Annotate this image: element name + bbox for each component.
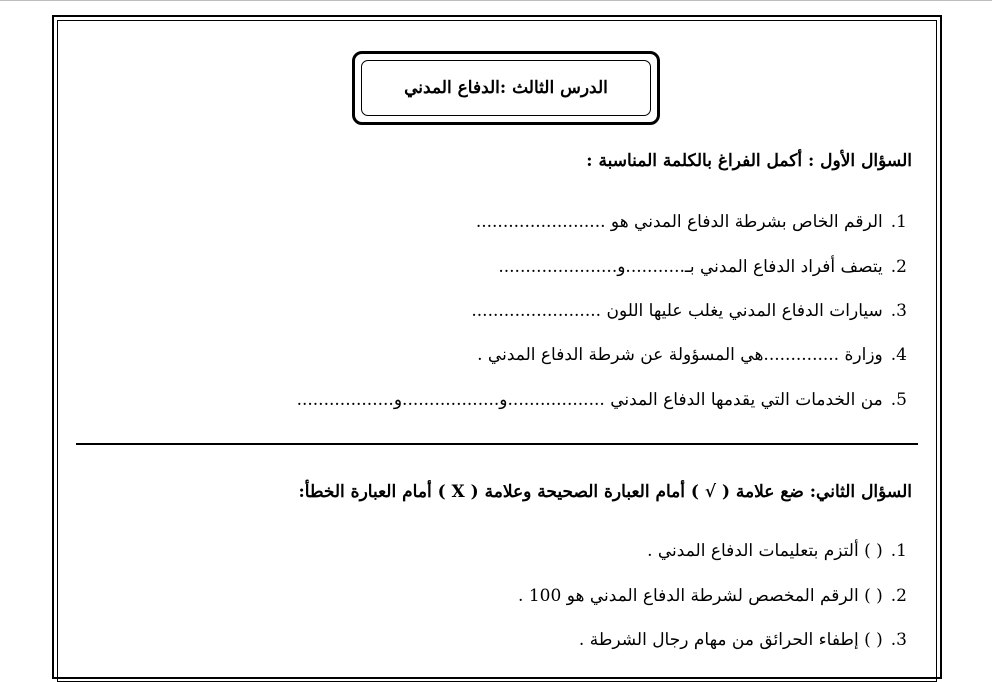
q1-item-4-number: 4. (890, 345, 907, 365)
q2-item-2 (518, 586, 907, 606)
q1-item-5-text: من الخدمات التي يقدمها الدفاع المدني ..................و..................و.................. (296, 390, 883, 410)
q1-item-4-text: وزارة ..............هي المسؤولة عن شرطة الدفاع المدني . (477, 345, 883, 365)
q2-item-2-number: 2. (890, 586, 907, 606)
q2-item-3 (579, 630, 907, 650)
question-1-heading: السؤال الأول : أكمل الفراغ بالكلمة المناسبة : (586, 151, 912, 171)
q2-item-3-number: 3. (890, 630, 907, 650)
q1-item-3-text: سيارات الدفاع المدني يغلب عليها اللون ........................ (471, 301, 883, 321)
q2-item-2-text: ( ) الرقم المخصص لشرطة الدفاع المدني هو 100 . (518, 586, 883, 606)
q1-item-4 (477, 345, 907, 365)
q1-item-2 (498, 257, 907, 277)
q1-item-2-number: 2. (890, 257, 907, 277)
lesson-title: الدرس الثالث :الدفاع المدني (361, 60, 651, 116)
q1-item-2-text: يتصف أفراد الدفاع المدني بـ...........و...................... (498, 257, 883, 277)
q2-item-3-text: ( ) إطفاء الحرائق من مهام رجال الشرطة . (578, 630, 883, 650)
q2-item-1-number: 1. (890, 541, 907, 561)
lesson-title-box (352, 51, 660, 125)
q1-item-1-number: 1. (890, 212, 907, 232)
section-divider (76, 443, 918, 445)
q2-item-1 (647, 541, 907, 561)
q1-item-5 (297, 390, 907, 410)
q1-item-3-number: 3. (890, 301, 907, 321)
q1-item-1-text: الرقم الخاص بشرطة الدفاع المدني هو ........................ (475, 212, 883, 232)
q1-item-1 (476, 212, 907, 232)
q1-item-5-number: 5. (890, 390, 907, 410)
q1-item-3 (471, 301, 907, 321)
question-2-heading: السؤال الثاني: ضع علامة ( √ ) أمام العبارة الصحيحة وعلامة ( X ) أمام العبارة الخطأ: (298, 482, 912, 502)
q2-item-1-text: ( ) ألتزم بتعليمات الدفاع المدني . (647, 541, 883, 561)
